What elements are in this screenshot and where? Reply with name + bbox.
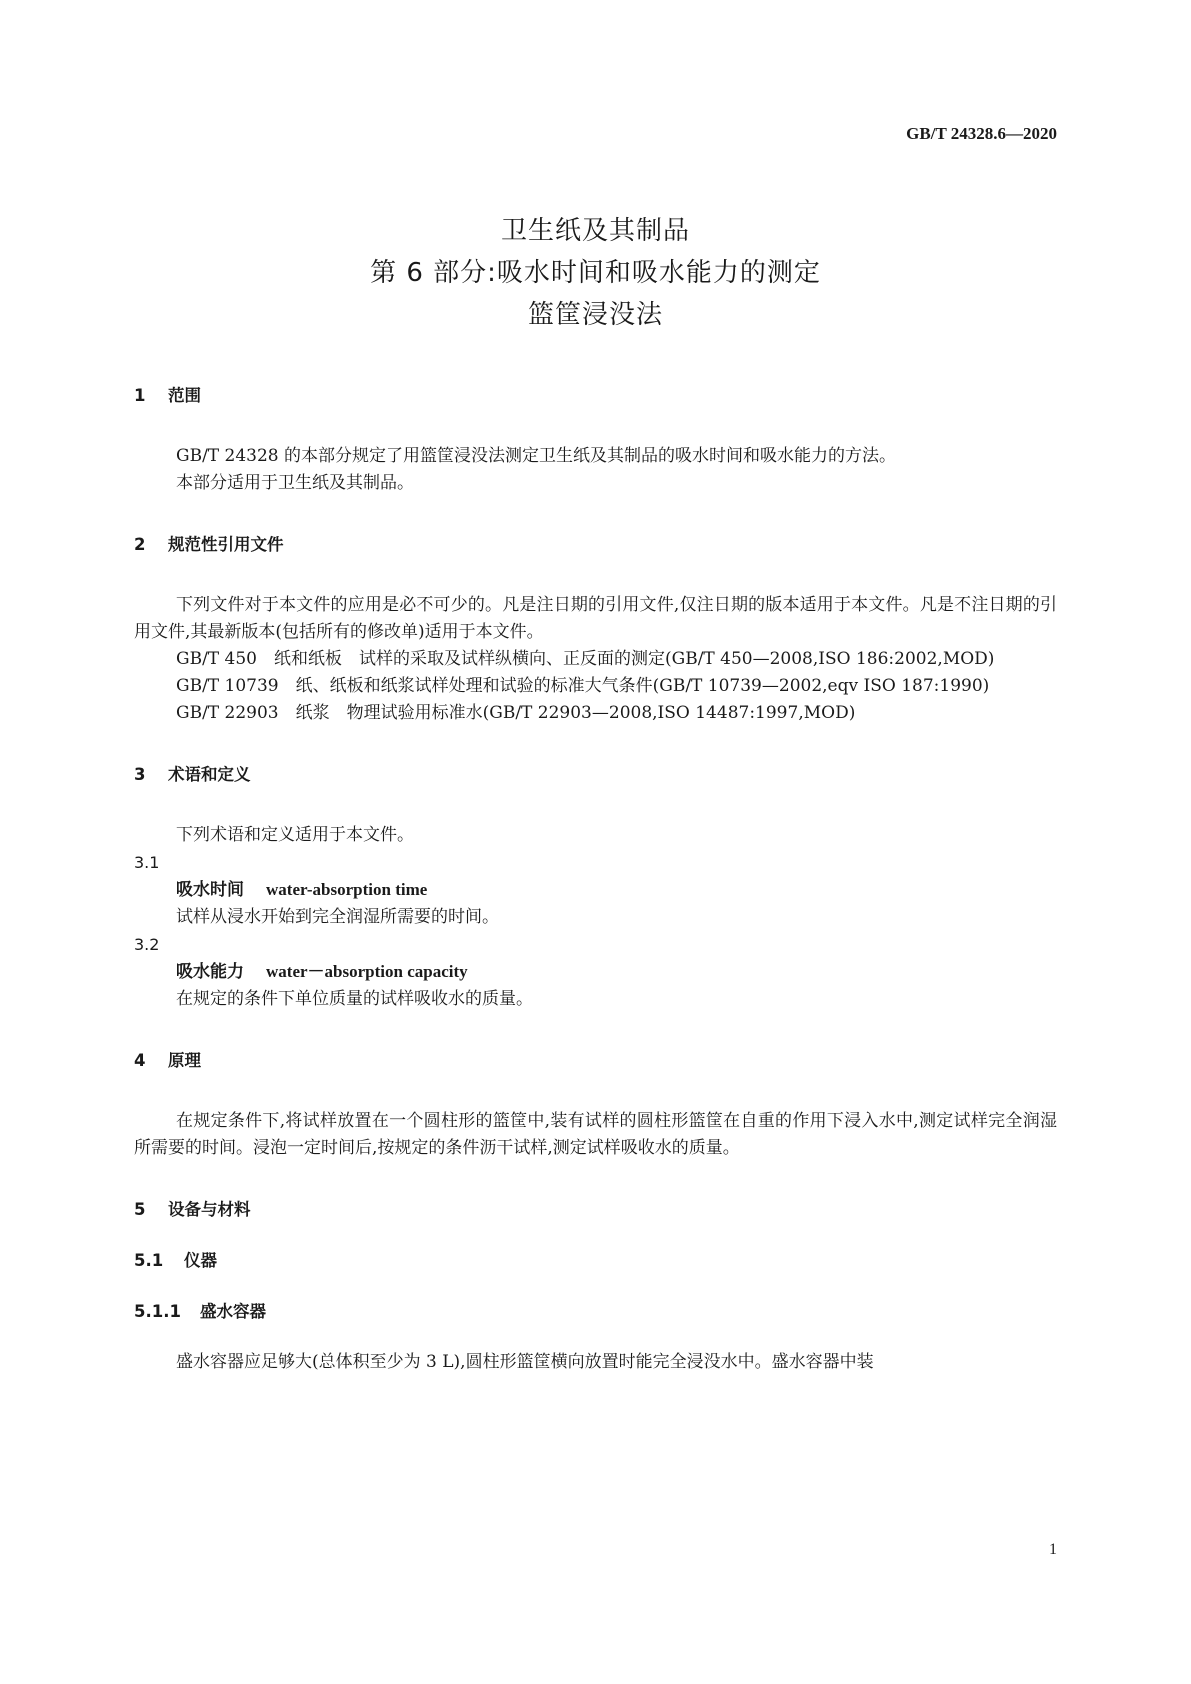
title-line-3: 篮筐浸没法: [527, 300, 663, 330]
term-title: [134, 958, 1057, 986]
subsection-5-1-heading: [134, 1247, 1057, 1274]
term-title: [134, 876, 1057, 904]
term-zh: 吸水能力: [176, 962, 244, 982]
paragraph: 盛水容器应足够大(总体积至少为 3 L),圆柱形篮筐横向放置时能完全浸没水中。盛水容器中装: [176, 1352, 874, 1372]
subsection-5-1-1-heading: [134, 1298, 1057, 1325]
section-title: 原理: [168, 1051, 201, 1070]
term-en: water－absorption capacity: [266, 962, 468, 981]
normative-reference: GB/T 22903 纸浆 物理试验用标准水(GB/T 22903—2008,ISO 14487:1997,MOD): [176, 703, 856, 723]
section-title: 范围: [168, 386, 201, 405]
section-number: 5.1.1: [134, 1302, 181, 1321]
section-title: 设备与材料: [168, 1200, 251, 1219]
paragraph: 本部分适用于卫生纸及其制品。: [176, 473, 414, 493]
section-1-heading: [134, 382, 1057, 409]
document-title: [0, 210, 1191, 336]
section-4-heading: [134, 1047, 1057, 1074]
standard-code: GB/T 24328.6—2020: [906, 124, 1057, 143]
section-3-heading: [134, 761, 1057, 788]
page-number: 1: [1049, 1541, 1057, 1558]
term-number: 3.2: [134, 935, 160, 954]
normative-reference: GB/T 10739 纸、纸板和纸浆试样处理和试验的标准大气条件(GB/T 10739—2002,eqv ISO 187:1990): [176, 676, 990, 696]
title-line-2: 第 6 部分:吸水时间和吸水能力的测定: [370, 258, 821, 288]
term-zh: 吸水时间: [176, 880, 244, 900]
term-en: water-absorption time: [266, 880, 428, 899]
section-title: 规范性引用文件: [168, 535, 284, 554]
term-definition: 试样从浸水开始到完全润湿所需要的时间。: [176, 907, 499, 927]
document-body: [134, 382, 1057, 1376]
section-5-heading: [134, 1196, 1057, 1223]
term-number: 3.1: [134, 853, 160, 872]
section-title: 仪器: [184, 1251, 217, 1270]
title-line-1: 卫生纸及其制品: [500, 216, 690, 246]
section-title: 盛水容器: [200, 1302, 266, 1321]
section-number: 3: [134, 765, 146, 784]
section-number: 5.1: [134, 1251, 164, 1270]
paragraph: GB/T 24328 的本部分规定了用篮筐浸没法测定卫生纸及其制品的吸水时间和吸水能力的方法。: [176, 446, 897, 466]
term-definition: 在规定的条件下单位质量的试样吸收水的质量。: [176, 989, 533, 1009]
normative-reference: GB/T 450 纸和纸板 试样的采取及试样纵横向、正反面的测定(GB/T 450—2008,ISO 186:2002,MOD): [176, 649, 995, 669]
paragraph: 下列术语和定义适用于本文件。: [176, 825, 414, 845]
section-number: 4: [134, 1051, 146, 1070]
section-number: 5: [134, 1200, 146, 1219]
section-2-heading: [134, 531, 1057, 558]
section-title: 术语和定义: [168, 765, 251, 784]
section-number: 2: [134, 535, 146, 554]
section-number: 1: [134, 386, 146, 405]
paragraph: 在规定条件下,将试样放置在一个圆柱形的篮筐中,装有试样的圆柱形篮筐在自重的作用下浸入水中,测定试样完全润湿所需要的时间。浸泡一定时间后,按规定的条件沥干试样,测定试样吸收水的质量。: [134, 1111, 1057, 1158]
paragraph: 下列文件对于本文件的应用是必不可少的。凡是注日期的引用文件,仅注日期的版本适用于本文件。凡是不注日期的引用文件,其最新版本(包括所有的修改单)适用于本文件。: [134, 595, 1057, 642]
